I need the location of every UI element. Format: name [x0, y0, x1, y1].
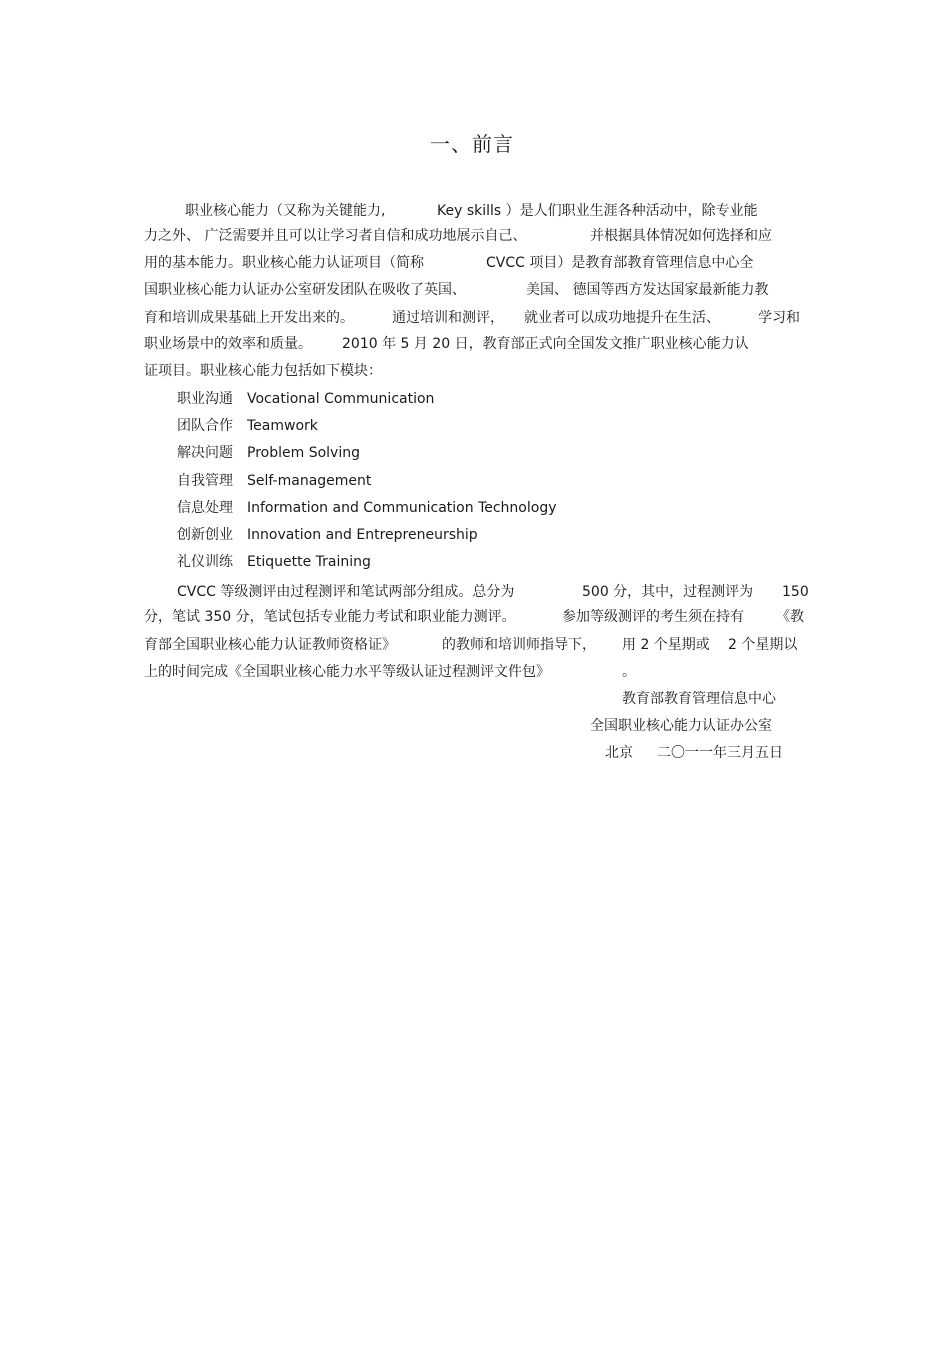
text-segment: 国职业核心能力认证办公室研发团队在吸收了英国、 [144, 282, 466, 298]
module-en: Teamwork [247, 418, 318, 434]
module-zh: 团队合作 [177, 418, 233, 434]
signature-org: 教育部教育管理信息中心 [622, 691, 776, 707]
text-segment: 育和培训成果基础上开发出来的。 [144, 310, 354, 326]
module-item [177, 413, 677, 439]
module-zh: 职业沟通 [177, 391, 233, 407]
text-segment: 的教师和培训师指导下， [442, 637, 596, 653]
module-item [177, 549, 677, 575]
signature-office: 全国职业核心能力认证办公室 [590, 718, 772, 734]
text-segment: Key skills ）是人们职业生涯各种活动中，除专业能 [437, 203, 758, 219]
intro-line-7 [144, 358, 804, 384]
intro-line-6 [144, 331, 804, 357]
text-segment: 职业核心能力（又称为关键能力, [185, 203, 386, 219]
text-segment: 就业者可以成功地提升在生活、 [524, 310, 720, 326]
module-item [177, 522, 677, 548]
module-en: Problem Solving [247, 445, 360, 461]
text-segment: 用的基本能力。职业核心能力认证项目（简称 [144, 255, 424, 271]
module-zh: 创新创业 [177, 527, 233, 543]
module-zh: 信息处理 [177, 500, 233, 516]
text-segment: 用 2 个星期或 [622, 637, 710, 653]
intro-line-3 [144, 250, 804, 276]
intro-line-5 [144, 305, 804, 331]
module-zh: 礼仪训练 [177, 554, 233, 570]
module-item [177, 386, 677, 412]
text-segment: 力之外、 广泛需要并且可以让学习者自信和成功地展示自己、 [144, 228, 527, 244]
text-segment: 学习和 [758, 310, 800, 326]
signature-place-date [605, 740, 805, 766]
text-segment: 职业场景中的效率和质量。 [144, 336, 312, 352]
signature-date: 二〇一一年三月五日 [657, 745, 783, 761]
text-segment: 上的时间完成《全国职业核心能力水平等级认证过程测评文件包》 [144, 664, 550, 680]
text-segment: 。 [622, 664, 636, 680]
intro-line-2 [144, 223, 804, 249]
module-en: Vocational Communication [247, 391, 435, 407]
text-segment: 参加等级测评的考生须在持有 [562, 609, 744, 625]
cvcc-line-3 [144, 632, 806, 658]
page-title: 一、前言 [430, 132, 514, 156]
text-segment: CVCC 等级测评由过程测评和笔试两部分组成。总分为 [177, 584, 515, 600]
text-segment: 2 个星期以 [728, 637, 798, 653]
text-segment: 美国、 德国等西方发达国家最新能力教 [526, 282, 769, 298]
text-segment: CVCC 项目）是教育部教育管理信息中心全 [486, 255, 754, 271]
cvcc-line-4 [144, 659, 806, 685]
module-zh: 自我管理 [177, 473, 233, 489]
module-zh: 解决问题 [177, 445, 233, 461]
intro-line-1 [185, 198, 805, 224]
intro-line-4 [144, 277, 804, 303]
signature-place: 北京 [605, 745, 633, 761]
module-en: Innovation and Entrepreneurship [247, 527, 478, 543]
module-en: Information and Communication Technology [247, 500, 557, 516]
text-segment: 并根据具体情况如何选择和应 [590, 228, 772, 244]
cvcc-line-1 [177, 579, 807, 605]
module-en: Self-management [247, 473, 372, 489]
module-item [177, 440, 677, 466]
text-segment: 2010 年 5 月 20 日，教育部正式向全国发文推广职业核心能力认 [342, 336, 749, 352]
text-segment: 分，笔试 350 分，笔试包括专业能力考试和职业能力测评。 [144, 609, 516, 625]
text-segment: 150 [782, 584, 809, 600]
text-segment: 证项目。职业核心能力包括如下模块： [144, 363, 382, 379]
text-segment: 《教 [776, 609, 804, 625]
cvcc-line-2 [144, 604, 806, 630]
module-en: Etiquette Training [247, 554, 371, 570]
text-segment: 500 分，其中，过程测评为 [582, 584, 754, 600]
module-item [177, 495, 677, 521]
text-segment: 通过培训和测评， [392, 310, 504, 326]
text-segment: 育部全国职业核心能力认证教师资格证》 [144, 637, 396, 653]
module-item [177, 468, 677, 494]
